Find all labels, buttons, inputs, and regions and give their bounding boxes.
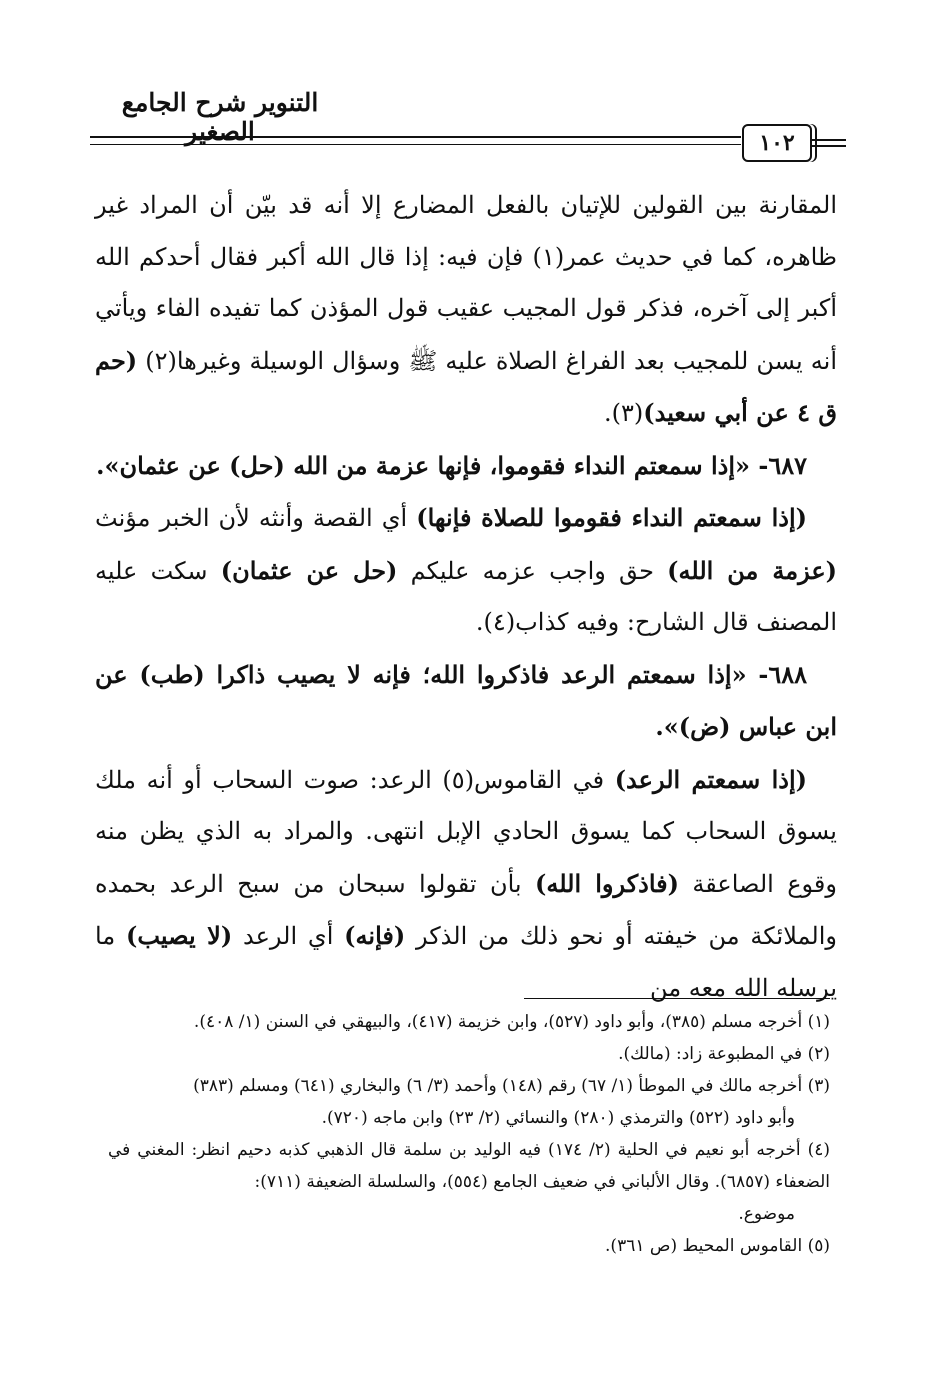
page-number: ١٠٢ bbox=[742, 124, 812, 162]
footnote-3-continued: وأبو داود (٥٢٢) والترمذي (٢٨٠) والنسائي (٢/ ٢٣) وابن ماجه (٧٢٠). bbox=[321, 1108, 795, 1128]
header-rule-right bbox=[812, 139, 846, 147]
footnote-2: (٢) في المطبوعة زاد: (مالك). bbox=[618, 1044, 830, 1064]
footnotes bbox=[108, 1006, 830, 1262]
footnote-4-continued: موضوع. bbox=[738, 1204, 795, 1224]
hadith-687: ٦٨٧- «إذا سمعتم النداء فقوموا، فإنها عزمة من الله (حل) عن عثمان». bbox=[96, 450, 807, 480]
footnote-4: (٤) أخرجه أبو نعيم في الحلية (٢/ ١٧٤) فيه الوليد بن سلمة قال الذهبي كذبه دحيم انظر: المغني في الضعفاء (٦٨٥٧). وقال الألباني في ضعيف الجامع (٥٥٤)، والسلسلة الضعيفة (٧١١): bbox=[108, 1140, 830, 1192]
footnote-divider bbox=[524, 998, 830, 999]
paragraph-commentary-2: (إذا سمعتم النداء فقوموا للصلاة فإنها) أي القصة وأنثه لأن الخبر مؤنث (عزمة من الله) حق واجب عزمه عليكم (حل عن عثمان) سكت عليه المصنف قال الشارح: وفيه كذاب(٤). bbox=[95, 503, 838, 636]
paragraph-commentary-1: المقارنة بين القولين للإتيان بالفعل المضارع إلا أنه قد بيّن أن المراد غير ظاهره، كما في حديث عمر(١) فإن فيه: إذا قال الله أكبر فقال أحدكم الله أكبر إلى آخره، فذكر قول المجيب عقيب قول المؤذن كما تفيده الفاء ويأتي أنه يسن للمجيب بعد الفراغ الصلاة عليه ﷺ وسؤال الوسيلة وغيرها(٢) (حم ق ٤ عن أبي سعيد)(٣). bbox=[95, 191, 838, 427]
footnote-3: (٣) أخرجه مالك في الموطأ (١/ ٦٧) رقم (١٤٨) وأحمد (٣/ ٦) والبخاري (٦٤١) ومسلم (٣٨٣) bbox=[193, 1076, 830, 1096]
footnote-1: (١) أخرجه مسلم (٣٨٥)، وأبو داود (٥٢٧)، وابن خزيمة (٤١٧)، والبيهقي في السنن (١/ ٤٠٨). bbox=[193, 1012, 830, 1032]
main-text bbox=[95, 180, 837, 1014]
footnote-5: (٥) القاموس المحيط (ص ٣٦١). bbox=[605, 1236, 830, 1256]
source-reference: (حم ق ٤ عن أبي سعيد) bbox=[95, 345, 837, 427]
header-rule bbox=[90, 136, 741, 145]
hadith-688: ٦٨٨- «إذا سمعتم الرعد فاذكروا الله؛ فإنه لا يصيب ذاكرا (طب) عن ابن عباس (ض)». bbox=[95, 659, 837, 741]
running-header-title: التنوير شرح الجامع الصغير bbox=[121, 88, 319, 146]
paragraph-commentary-3: (إذا سمعتم الرعد) في القاموس(٥) الرعد: صوت السحاب أو أنه ملك يسوق السحاب كما يسوق الحادي الإبل انتهى. والمراد به الذي يظن منه وقوع الصاعقة (فاذكروا الله) بأن تقولوا سبحان من سبح الرعد بحمده والملائكة من خيفته أو نحو ذلك من الذكر (فإنه) أي الرعد (لا يصيب) ما يرسله الله معه من bbox=[95, 764, 838, 1002]
